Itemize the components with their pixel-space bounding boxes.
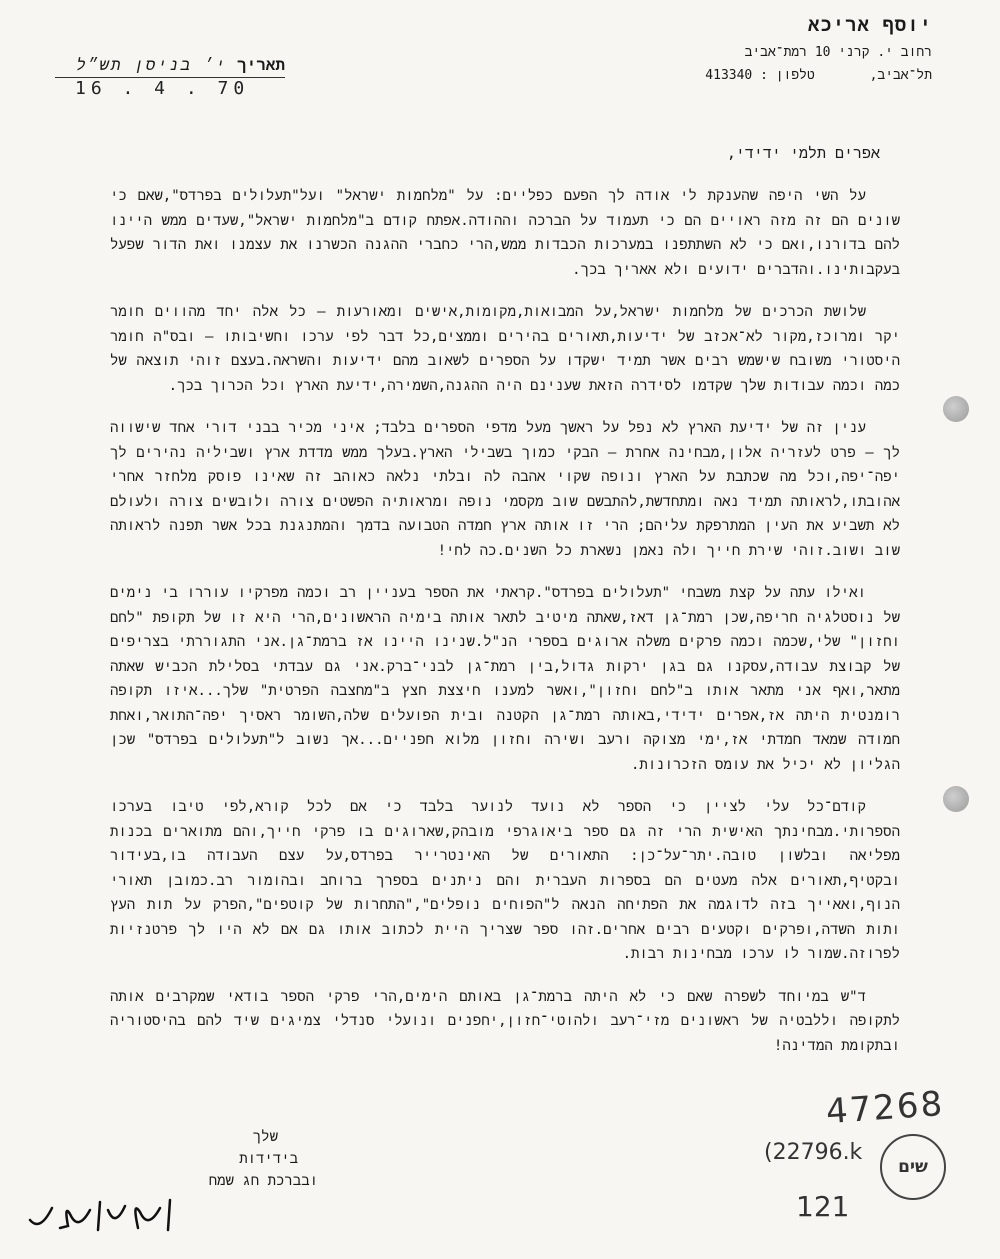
date-block — [55, 55, 285, 99]
closing-yours: שלך — [252, 1129, 278, 1145]
paragraph: קודם־כל עלי לציין כי הספר לא נועד לנוער בלבד כי אם לכל קורא,לפי טיבו בערכו הספרותי.מבחינתך האישית הרי זה גם ספר ביאוגרפי מובהק,שארוגים בו פרקי חייך,והם מתוארים בכנות מפליאה ובלשון טובה.יתר־על־כן: התאורים של האינטרייר בפרדס,על עצם העבודה בו,בעידור ובקטיף,תאורים אלה מעטים הם בספרות העברית והם ניתנים בספרך ברוחב ובהומור רב.כמובן תאורי הנוף,ואאייך בזה לדוגמה את הפתיחה הנאה ל"הפוחים נופלים","התחרות של קוטפים",הפרק על תות העץ ותות השדה,ופרקים וקטעים רבים אחרים.זהו ספר שצריך היית לכתוב אותו גם אם לא היו לך פרטנזיות לפרוזה.שמור לו ערכו מבחינות רבות. — [110, 799, 900, 962]
paragraph: שלושת הכרכים של מלחמות ישראל,על המבואות,מקומות,אישים ומאורעות — כל אלה יחד מהווים חומר יקר ומרוכז,מקור לא־אכזב של ידיעות,תאורים בהירים וממצים,כל דבר לפי ערכו וחשיבותו — ובס"ה חומר היסטורי משובח שישמש רבים אשר תמיד ישקדו על הספרים לשאוב מהם ידיעות והשראה.בעצם זוהי תוצאה של כמה וכמה עבודות שלך שקדמו לסידרה הזאת שענינם היה ההגנה,השמירה,ידיעת הארץ וכל הכרוך בכך. — [110, 304, 900, 394]
letterhead — [632, 14, 932, 83]
hebrew-date: י׳ בניסן תש״ל — [76, 55, 227, 74]
sender-contact — [632, 68, 932, 83]
paragraph: על השי היפה שהענקת לי אודה לך הפעם כפליים: על "מלחמות ישראל" ועל"תעלולים בפרדס",שאם כי שונים הם זה מזה ראויים הם כי תעמוד על הברכה וההודה.אפתח קודם ב"מלחמות ישראל",שעדים ממש היינו להם בדורנו,ואם כי לא השתתפנו במערכות הכבדות ממש,הרי כחברי ההגנה הכשרנו את עצמנו ואת הדור שפעל בעקבותינו.והדברים ידועים ולא אאריך בכך. — [110, 188, 900, 278]
handwritten-signature — [20, 1190, 180, 1240]
salutation: אפרים תלמי ידידי, — [726, 144, 880, 162]
paragraph: ואילו עתה על קצת משבחי "תעלולים בפרדס".קראתי את הספר בעניין רב וכמה מפרקיו עוררו בי נימים של נוסטלגיה חריפה,שכן רמת־גן דאז,שאתה מיטיב לתאר אותה בימיה הראשונים,הרי היא זו של תקופת "לחם וחזון" שלי,שכמה וכמה פרקים משלה ארוגים בספרי הנ"ל.שנינו היינו אז ברמת־גן.אני התגוררתי בצריפים של קבוצת עבודה,עסקנו גם בגן ירקות גדול,בין רמת־גן לבני־ברק.אני גם עבדתי בסלילת הכביש שאתה מתאר,ואף אני מתאר אותו ב"לחם וחזון",ואשר למענו חיצצת חצץ ב"מחצבה הפרטית" שלך...איזו תקופה רומנטית היתה אז,אפרים ידידי,באותה רמת־גן הקטנה ובית הפועלים שלה,השומר ראסיך יפה־התואר,ואחת חמודה שמאד חמדתי אז,ימי מצוקה ורעב ושירה וחזון מלוא חפניים...אך נשוב ל"תעלולים בפרדס" שכן הגליון לא יכיל את עומס הזכרונות. — [110, 585, 900, 773]
letter-body — [110, 184, 900, 1076]
sender-name: יוסף אריכא — [807, 14, 932, 36]
closing — [58, 1126, 318, 1192]
archive-page-number: 121 — [796, 1190, 850, 1223]
gregorian-date: 16 . 4 . 70 — [75, 78, 250, 99]
punch-hole — [943, 396, 969, 422]
punch-hole — [943, 786, 969, 812]
archive-reference: (22796.k — [764, 1140, 863, 1165]
closing-friendship: בידידות — [239, 1151, 298, 1167]
closing-holiday-greeting: ובברכת חג שמח — [208, 1173, 318, 1189]
phone-label: טלפון : — [760, 68, 815, 83]
sender-address: רחוב י. קרני 10 רמת־אביב — [744, 45, 932, 60]
phone-number: 413340 — [705, 68, 753, 83]
paragraph: ענין זה של ידיעת הארץ לא נפל על ראשך מעל מדפי הספרים בלבד; איני מכיר בבני דורי אחד שישווה לך — פרט לעזריה אלון,מבחינה אחרת — הבקי כמוך בשבילי הארץ.בעלך ממש מדדת ארץ ושביליה נהירים לך יפה־יפה,וכל מה שכתבת על הארץ ונופה שקוי אהבה לה ובלתי נלאה כאוהב זה שאינו פוסק מלחזר אחרי אהובתו,לראותה תמיד נאה ומתחדשת,להתבשם שוב מקסמי נופה ומראותיה הפשטים צורה ולובשים צורה ולעולם לא תשביע את העין המתרפקת עליהם; הרי זו אותה ארץ חמדה הטבועה בדמך והמתנגנת בכל אשר תפנה לראותה שוב ושוב.זוהי שירת חייך ולה נאמן נשארת כל השנים.כה לחי! — [110, 420, 900, 559]
archive-number: 47268 — [824, 1083, 946, 1133]
date-label: תאריך — [236, 55, 285, 74]
sender-city: תל־אביב, — [869, 68, 932, 83]
paragraph: ד"ש במיוחד לשפרה שאם כי לא היתה ברמת־גן באותם הימים,הרי פרקי הספר בודאי שמקרבים אותה לתקופה וללבטיה של ראשונים מזי־רעב ולהוטי־חזון,יחפנים ונועלי סנדלי צמיגים שיד להם בהיסטוריה ובתקומת המדינה! — [110, 988, 900, 1054]
archive-stamp: שים — [880, 1134, 946, 1200]
